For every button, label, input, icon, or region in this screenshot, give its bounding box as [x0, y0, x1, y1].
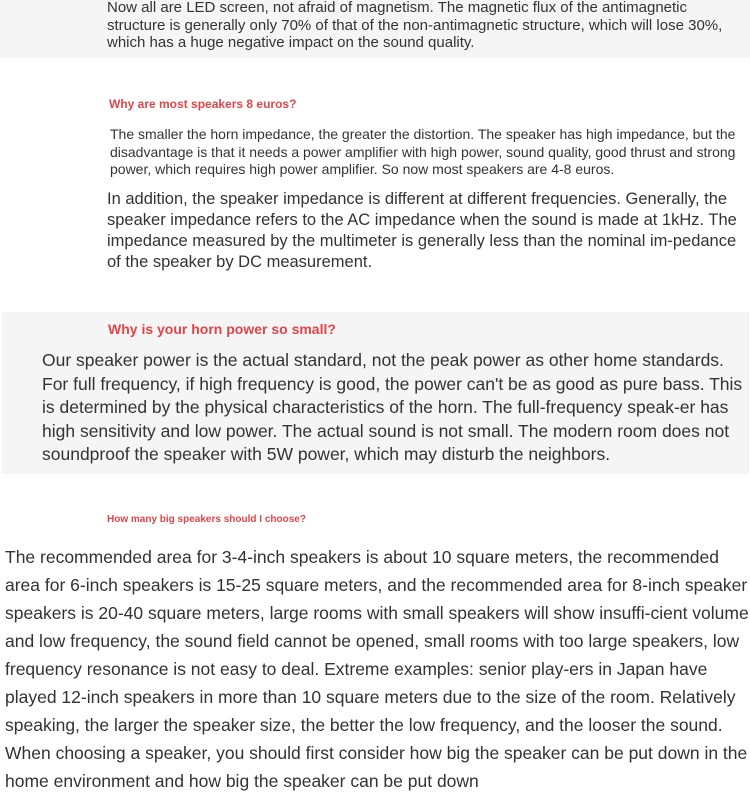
magnetism-paragraph: Now all are LED screen, not afraid of magnetism. The magnetic flux of the antimagnetic structure is generally only 70% of that of the non-antimagnetic structure, which will lose 30%, which has a huge negative impact on the sound quality. [107, 0, 723, 51]
impedance-paragraph-1: The smaller the horn impedance, the greater the distortion. The speaker has high impedance, but the disadvantage is that it needs a power amplifier with high power, sound quality, good thrust and strong power, which requires high power amplifier. So now most speakers are 4-8 euros. [110, 126, 736, 177]
impedance-question-heading: Why are most speakers 8 euros? [109, 97, 297, 111]
size-paragraph: The recommended area for 3-4-inch speakers is about 10 square meters, the recommended area for 6-inch speakers is 15-25 square meters, and the recommended area for 8-inch speaker speakers is 20-40 square meters, large rooms with small speakers will show insuffi-cient volume and low frequency, the sound field cannot be opened, small rooms with too large speakers, low frequency resonance is not easy to deal. Extreme examples: senior play-ers in Japan have played 12-inch speakers in more than 10 square meters due to the size of the room. Relatively speaking, the larger the speaker size, the better the low frequency, and the looser the sound. When choosing a speaker, you should first consider how big the speaker can be put down in the home environment and how big the speaker can be put down [5, 547, 749, 791]
power-section [2, 312, 749, 474]
size-section [0, 474, 750, 800]
impedance-section [0, 58, 750, 312]
power-paragraph: Our speaker power is the actual standard, not the peak power as other home standards. For full frequency, if high frequency is good, the power can't be as good as pure bass. This is determined by the physical characteristics of the horn. The full-frequency speak-er has high sensitivity and low power. The actual sound is not small. The modern room does not soundproof the speaker with 5W power, which may disturb the neighbors. [42, 350, 743, 464]
impedance-paragraph-2: In addition, the speaker impedance is different at different frequencies. Generally, the speaker impedance refers to the AC impedance when the sound is made at 1kHz. The impedance measured by the multimeter is generally less than the nominal im-pedance of the speaker by DC measurement. [107, 190, 737, 271]
size-question-heading: How many big speakers should I choose? [107, 514, 306, 525]
magnetism-section [0, 0, 750, 58]
power-question-heading: Why is your horn power so small? [108, 321, 336, 337]
